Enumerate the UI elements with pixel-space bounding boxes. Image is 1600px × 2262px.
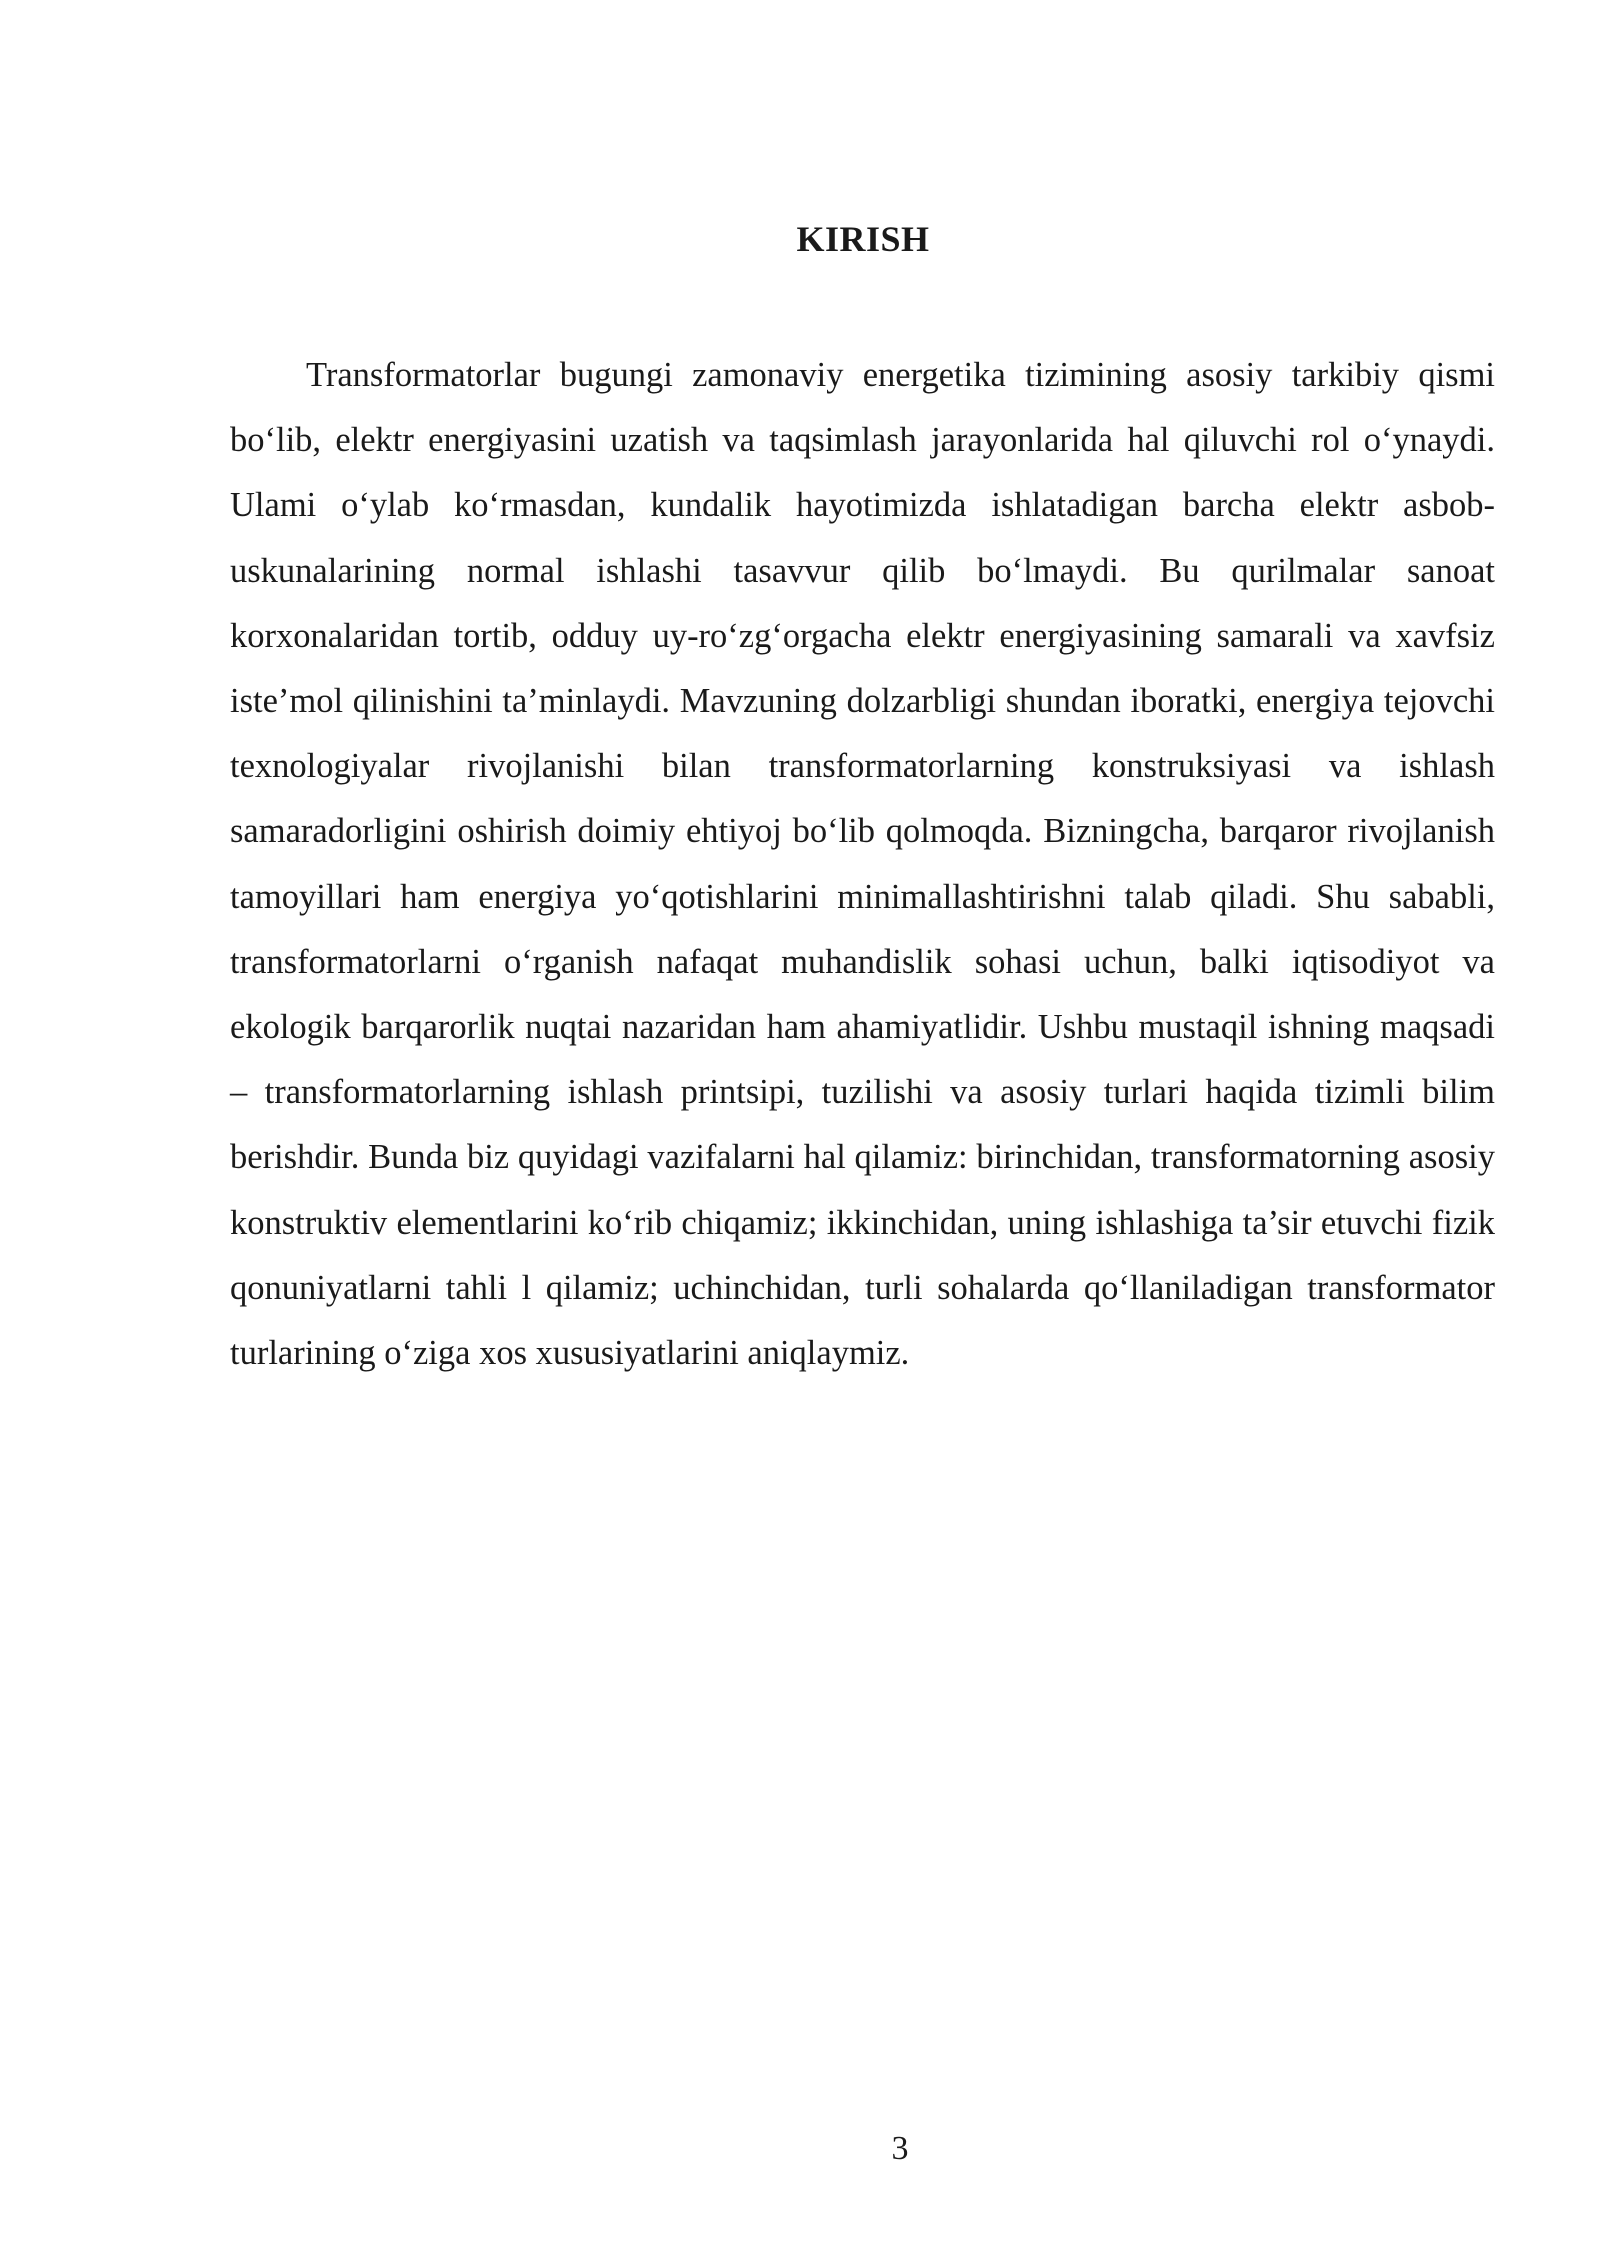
page-number: 3 xyxy=(891,2130,909,2167)
body-paragraph: Transformatorlar bugungi zamonaviy energetika tizimining asosiy tarkibiy qismi bo‘lib, elektr energiyasini uzatish va taqsimlash jarayonlarida hal qiluvchi rol o‘ynaydi. Ulami o‘ylab ko‘rmasdan, kundalik hayotimizda ishlatadigan barcha elektr asbob-uskunalarining normal ishlashi tasavvur qilib bo‘lmaydi. Bu qurilmalar sanoat korxonalaridan tortib, odduy uy-ro‘zg‘orgacha elektr energiyasining samarali va xavfsiz iste’mol qilinishini ta’minlaydi. Mavzuning dolzarbligi shundan iboratki, energiya tejovchi texnologiyalar rivojlanishi bilan transformatorlarning konstruksiyasi va ishlash samaradorligini oshirish doimiy ehtiyoj bo‘lib qolmoqda. Bizningcha, barqaror rivojlanish tamoyillari ham energiya yo‘qotishlarini minimallashtirishni talab qiladi. Shu sababli, transformatorlarni o‘rganish nafaqat muhandislik sohasi uchun, balki iqtisodiyot va ekologik barqarorlik nuqtai nazaridan ham ahamiyatlidir. Ushbu mustaqil ishning maqsadi – transformatorlarning ishlash printsipi, tuzilishi va asosiy turlari haqida tizimli bilim berishdir. Bunda biz quyidagi vazifalarni hal qilamiz: birinchidan, transformatorning asosiy konstruktiv elementlarini ko‘rib chiqamiz; ikkinchidan, uning ishlashiga ta’sir etuvchi fizik qonuniyatlarni tahli l qilamiz; uchinchidan, turli sohalarda qo‘llaniladigan transformator turlarining o‘ziga xos xususiyatlarini aniqlaymiz. xyxy=(230,356,1495,1373)
page-title: KIRISH xyxy=(796,219,930,259)
